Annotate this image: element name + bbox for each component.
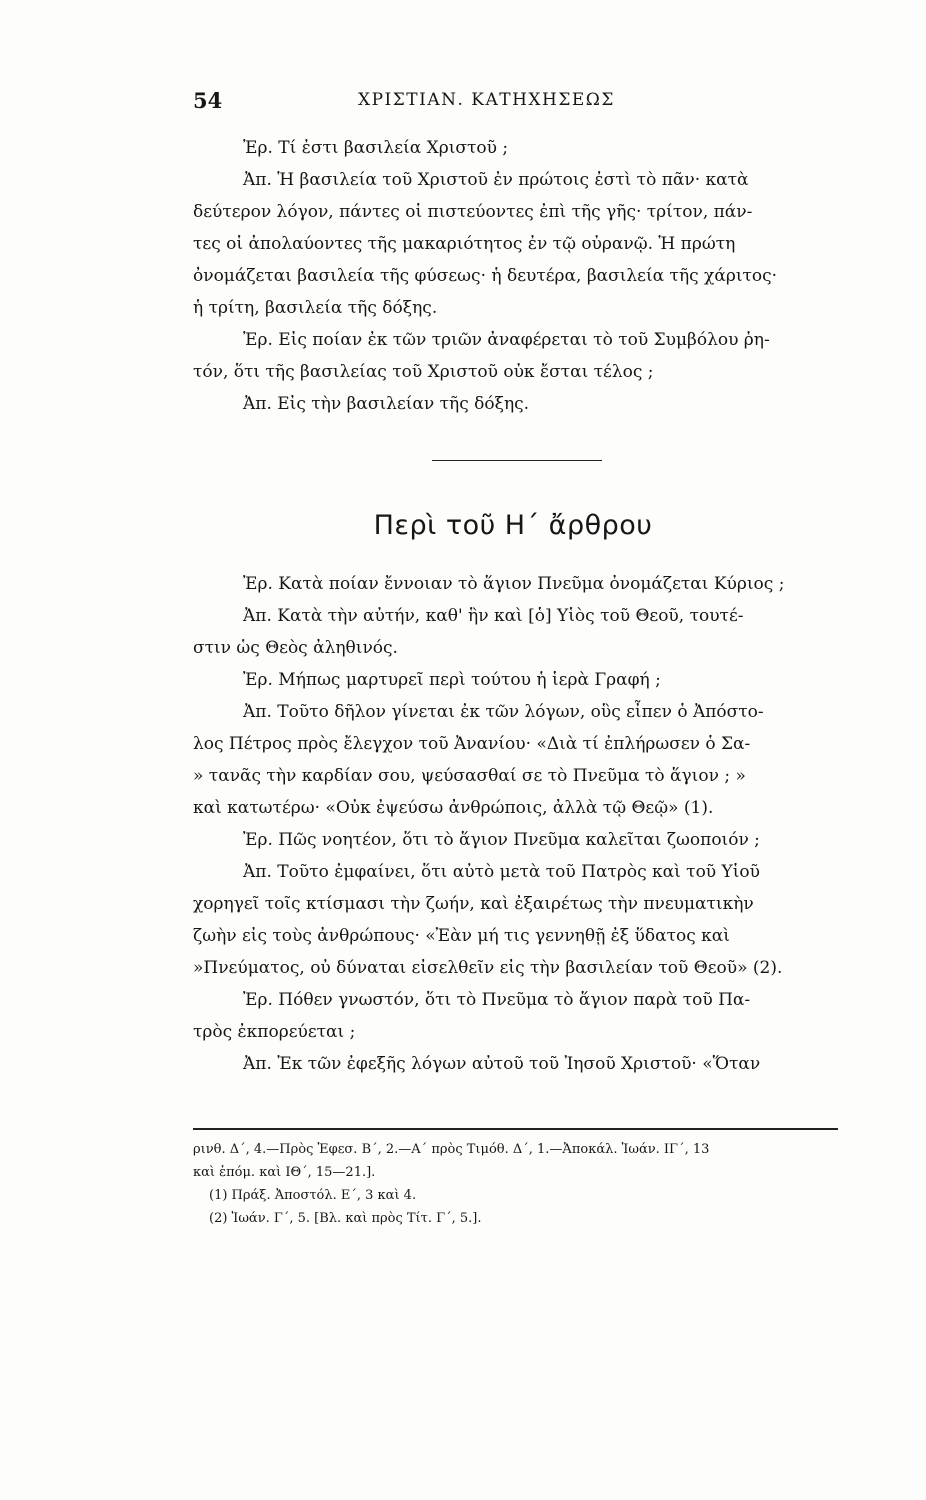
- footnote-1: (1) Πράξ. Ἀποστόλ. Ε΄, 3 καὶ 4.: [209, 1188, 417, 1203]
- section-heading: Περὶ τοῦ Η΄ ἄρθρου: [373, 510, 653, 541]
- footnote-line: καὶ ἑπόμ. καὶ ΙΘ΄, 15—21.].: [193, 1165, 376, 1180]
- text-line: Ἐρ. Τί ἐστι βασιλεία Χριστοῦ ;: [243, 138, 509, 158]
- text-line: »Πνεύματος, οὐ δύναται εἰσελθεῖν εἰς τὴν βασιλείαν τοῦ Θεοῦ» (2).: [193, 958, 783, 978]
- text-line: Ἐρ. Πῶς νοητέον, ὅτι τὸ ἅγιον Πνεῦμα καλεῖται ζωοποιόν ;: [243, 830, 760, 850]
- footnotes: [193, 1138, 833, 1230]
- text-line: ἡ τρίτη, βασιλεία τῆς δόξης.: [193, 298, 438, 318]
- text-line: » τανᾶς τὴν καρδίαν σου, ψεύσασθαί σε τὸ Πνεῦμα τὸ ἅγιον ; »: [193, 766, 746, 786]
- section-divider: [432, 460, 602, 461]
- text-line: στιν ὡς Θεὸς ἀληθινός.: [193, 638, 398, 658]
- footnote-2: (2) Ἰωάν. Γ΄, 5. [Βλ. καὶ πρὸς Τίτ. Γ΄, 5.].: [209, 1211, 482, 1226]
- footnote-rule: [193, 1128, 838, 1130]
- text-block-kingdom: [193, 132, 833, 420]
- footnote-line: ρινθ. Δ΄, 4.—Πρὸς Ἐφεσ. Β΄, 2.—Α΄ πρὸς Τιμόθ. Δ΄, 1.—Ἀποκάλ. Ἰωάν. ΙΓ΄, 13: [193, 1142, 710, 1157]
- text-line: Ἐρ. Μήπως μαρτυρεῖ περὶ τούτου ἡ ἱερὰ Γραφή ;: [243, 670, 661, 690]
- text-line: τες οἱ ἀπολαύοντες τῆς μακαριότητος ἐν τῷ οὐρανῷ. Ἡ πρώτη: [193, 234, 736, 254]
- text-line: Ἀπ. Εἰς τὴν βασιλείαν τῆς δόξης.: [243, 394, 530, 414]
- text-line: καὶ κατωτέρω· «Οὐκ ἐψεύσω ἀνθρώποις, ἀλλὰ τῷ Θεῷ» (1).: [193, 798, 714, 818]
- text-line: ζωὴν εἰς τοὺς ἀνθρώπους· «Ἐὰν μή τις γεννηθῇ ἐξ ὕδατος καὶ: [193, 926, 730, 946]
- page-header: [193, 88, 833, 118]
- text-line: Ἐρ. Πόθεν γνωστόν, ὅτι τὸ Πνεῦμα τὸ ἅγιον παρὰ τοῦ Πα-: [243, 990, 751, 1010]
- text-line: Ἐρ. Εἰς ποίαν ἐκ τῶν τριῶν ἀναφέρεται τὸ τοῦ Συμβόλου ῥη-: [243, 330, 770, 350]
- text-block-article-eight: [193, 568, 833, 1080]
- text-line: ὀνομάζεται βασιλεία τῆς φύσεως· ἡ δευτέρα, βασιλεία τῆς χάριτος·: [193, 266, 778, 286]
- text-line: Ἐρ. Κατὰ ποίαν ἔννοιαν τὸ ἅγιον Πνεῦμα ὀνομάζεται Κύριος ;: [243, 574, 785, 594]
- running-head: ΧΡΙΣΤΙΑΝ. ΚΑΤΗΧΗΣΕΩΣ: [358, 90, 615, 110]
- text-line: λος Πέτρος πρὸς ἔλεγχον τοῦ Ἀνανίου· «Διὰ τί ἐπλήρωσεν ὁ Σα-: [193, 734, 751, 754]
- text-line: Ἀπ. Ἡ βασιλεία τοῦ Χριστοῦ ἐν πρώτοις ἐστὶ τὸ πᾶν· κατὰ: [243, 170, 749, 190]
- text-line: δεύτερον λόγον, πάντες οἱ πιστεύοντες ἐπὶ τῆς γῆς· τρίτον, πάν-: [193, 202, 753, 222]
- text-line: Ἀπ. Τοῦτο δῆλον γίνεται ἐκ τῶν λόγων, οὓς εἶπεν ὁ Ἀπόστο-: [243, 702, 764, 722]
- text-line: Ἀπ. Τοῦτο ἐμφαίνει, ὅτι αὐτὸ μετὰ τοῦ Πατρὸς καὶ τοῦ Υἱοῦ: [243, 862, 761, 882]
- text-line: τόν, ὅτι τῆς βασιλείας τοῦ Χριστοῦ οὐκ ἔσται τέλος ;: [193, 362, 654, 382]
- text-line: Ἀπ. Ἐκ τῶν ἐφεξῆς λόγων αὐτοῦ τοῦ Ἰησοῦ Χριστοῦ· «Ὅταν: [243, 1054, 761, 1074]
- text-line: τρὸς ἐκπορεύεται ;: [193, 1022, 356, 1042]
- text-line: Ἀπ. Κατὰ τὴν αὐτήν, καθ' ἣν καὶ [ὁ] Υἱὸς τοῦ Θεοῦ, τουτέ-: [243, 606, 744, 626]
- text-line: χορηγεῖ τοῖς κτίσμασι τὴν ζωήν, καὶ ἐξαιρέτως τὴν πνευματικὴν: [193, 894, 754, 914]
- page-number: 54: [193, 88, 223, 113]
